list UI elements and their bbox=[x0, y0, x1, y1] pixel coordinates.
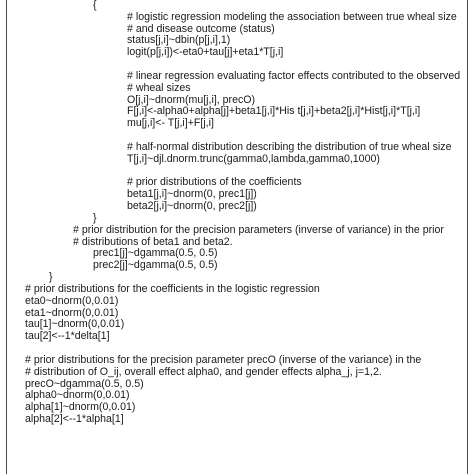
code-line: # linear regression evaluating factor effects contributed to the observed bbox=[127, 69, 461, 82]
code-line: prec2[j]~dgamma(0.5, 0.5) bbox=[93, 259, 218, 272]
code-line: eta1~dnorm(0,0.01) bbox=[25, 306, 119, 319]
code-line: eta0~dnorm(0,0.01) bbox=[25, 294, 119, 307]
code-line: # prior distributions of the coefficients bbox=[127, 176, 302, 189]
code-line: alpha0~dnorm(0,0.01) bbox=[25, 389, 130, 402]
code-line: # distribution of O_ij, overall effect alpha0, and gender effects alpha_j, j=1,2. bbox=[25, 365, 382, 378]
code-line: logit(p[j,i])<-eta0+tau[j]+eta1*T[j,i] bbox=[127, 46, 284, 59]
code-line: } bbox=[93, 211, 97, 224]
code-listing bbox=[25, 0, 465, 426]
code-line: mu[j,i]<- T[j,i]+F[j,i] bbox=[127, 117, 214, 130]
code-line: # logistic regression modeling the association between true wheal size bbox=[127, 10, 457, 23]
code-line: beta1[j,i]~dnorm(0, prec1[j]) bbox=[127, 188, 257, 201]
code-line: precO~dgamma(0.5, 0.5) bbox=[25, 377, 144, 390]
code-line: status[j,i]~dbin(p[j,i],1) bbox=[127, 34, 231, 47]
code-line: tau[1]~dnorm(0,0.01) bbox=[25, 318, 125, 331]
code-line: prec1[j]~dgamma(0.5, 0.5) bbox=[93, 247, 218, 260]
code-line: alpha[1]~dnorm(0,0.01) bbox=[25, 401, 136, 414]
code-line: # half-normal distribution describing the distribution of true wheal size bbox=[127, 140, 452, 153]
code-line: beta2[j,i]~dnorm(0, prec2[j]) bbox=[127, 200, 257, 213]
code-line: { bbox=[93, 0, 97, 11]
code-line: tau[2]<--1*delta[1] bbox=[25, 330, 110, 343]
code-line: # prior distributions for the precision parameter precO (inverse of the variance) in the bbox=[25, 353, 422, 366]
code-line: # wheal sizes bbox=[127, 81, 191, 94]
code-line: # and disease outcome (status) bbox=[127, 22, 275, 35]
code-line: T[j,i]~djl.dnorm.trunc(gamma0,lambda,gamma0,1000) bbox=[127, 152, 380, 165]
code-line: # prior distribution for the precision parameters (inverse of variance) in the prior bbox=[73, 223, 444, 236]
code-line: O[j,i]~dnorm(mu[j,i], precO) bbox=[127, 93, 256, 106]
code-line: F[j,i]<-alpha0+alpha[j]+beta1[j,i]*His t[j,i]+beta2[j,i]*Hist[j,i]*T[j,i] bbox=[127, 105, 421, 118]
code-line: alpha[2]<--1*alpha[1] bbox=[25, 412, 124, 425]
code-line: # prior distributions for the coefficients in the logistic regression bbox=[25, 282, 320, 295]
code-line: # distributions of beta1 and beta2. bbox=[73, 235, 233, 248]
code-line: } bbox=[49, 271, 53, 284]
